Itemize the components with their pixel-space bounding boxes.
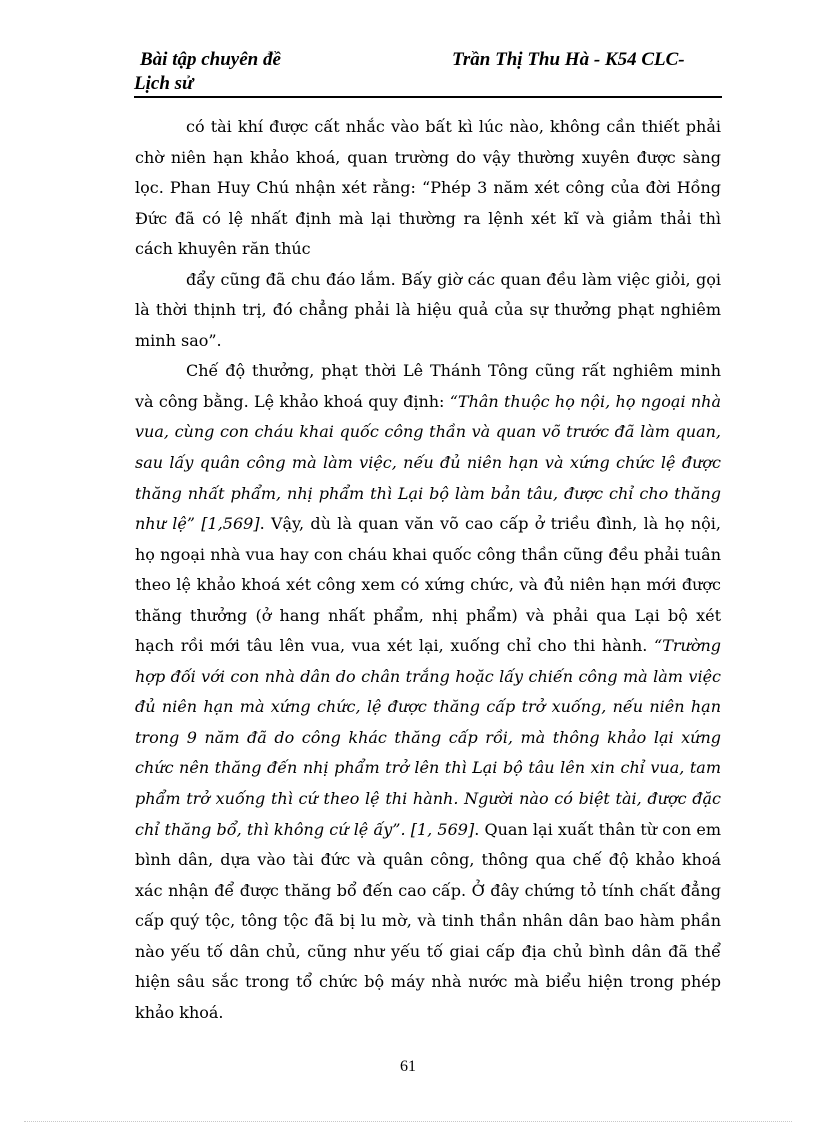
quotation-1: “Thân thuộc họ nội, họ ngoại nhà vua, cùng con cháu khai quốc công thần và quan võ trước đã làm quan, sau lấy quân công mà làm việc, nếu đủ niên hạn và xứng chức lệ được thăng nhất phẩm, nhị phẩm thì Lại bộ làm bản tâu, được chỉ cho thăng như lệ” [1,569] <box>135 391 721 534</box>
page-header <box>134 48 722 96</box>
paragraph-1: có tài khí được cất nhắc vào bất kì lúc nào, không cần thiết phải chờ niên hạn khảo khoá, quan trường do vậy thường xuyên được sàng lọc. Phan Huy Chú nhận xét rằng: “Phép 3 năm xét công của đời Hồng Đức đã có lệ nhất định mà lại thường ra lệnh xét kĩ và giảm thải thì cách khuyên răn thúc <box>135 117 721 259</box>
header-author: Trần Thị Thu Hà - K54 CLC- <box>452 49 685 70</box>
page-number: 61 <box>400 1058 416 1075</box>
paragraph-2: đẩy cũng đã chu đáo lắm. Bấy giờ các quan đều làm việc giỏi, gọi là thời thịnh trị, đó chẳng phải là hiệu quả của sự thưởng phạt nghiêm minh sao”. <box>135 269 721 350</box>
header-course-line1: Bài tập chuyên đề <box>140 49 281 70</box>
paragraph-3-conclusion: . Quan lại xuất thân từ con em bình dân, dựa vào tài đức và quân công, thông qua chế độ khảo khoá xác nhận để được thăng bổ đến cao cấp. Ở đây chứng tỏ tính chất đẳng cấp quý tộc, tông tộc đã bị lu mờ, và tinh thần nhân dân bao hàm phần nào yếu tố dân chủ, cũng như yếu tố giai cấp địa chủ bình dân đã thể hiện sâu sắc trong tổ chức bộ máy nhà nước mà biểu hiện trong phép khảo khoá. <box>135 819 722 1022</box>
paragraph-3 <box>135 356 721 1028</box>
paragraph-3-intro: Chế độ thưởng, phạt thời Lê Thánh Tông cũng rất nghiêm minh và công bằng. Lệ khảo khoá quy định: <box>135 361 721 411</box>
header-rule <box>134 96 722 98</box>
page-bottom-border <box>24 1121 792 1122</box>
quotation-2: “Trường hợp đối với con nhà dân do chân trắng hoặc lấy chiến công mà làm việc đủ niên hạn mà xứng chức, lệ được thăng cấp trở xuống, nếu niên hạn trong 9 năm đã do công khác thăng cấp rồi, mà thông khảo lại xứng chức nên thăng đến nhị phẩm trở lên thì Lại bộ tâu lên xin chỉ vua, tam phẩm trở xuống thì cứ theo lệ thi hành. Người nào có biệt tài, được đặc chỉ thăng bổ, thì không cứ lệ ấy”. [1, 569] <box>135 636 721 839</box>
header-course-line2: Lịch sử <box>134 73 194 94</box>
header-course-title <box>134 48 374 96</box>
paragraph-3-middle: . Vậy, dù là quan văn võ cao cấp ở triều đình, là họ nội, họ ngoại nhà vua hay con cháu khai quốc công thần cũng đều phải tuân theo lệ khảo khoá xét công xem có xứng chức, và đủ niên hạn mới được thăng thưởng (ở hang nhất phẩm, nhị phẩm) và phải qua Lại bộ xét hạch rồi mới tâu lên vua, vua xét lại, xuống chỉ cho thi hành. <box>135 514 722 656</box>
body-text <box>135 112 721 1028</box>
